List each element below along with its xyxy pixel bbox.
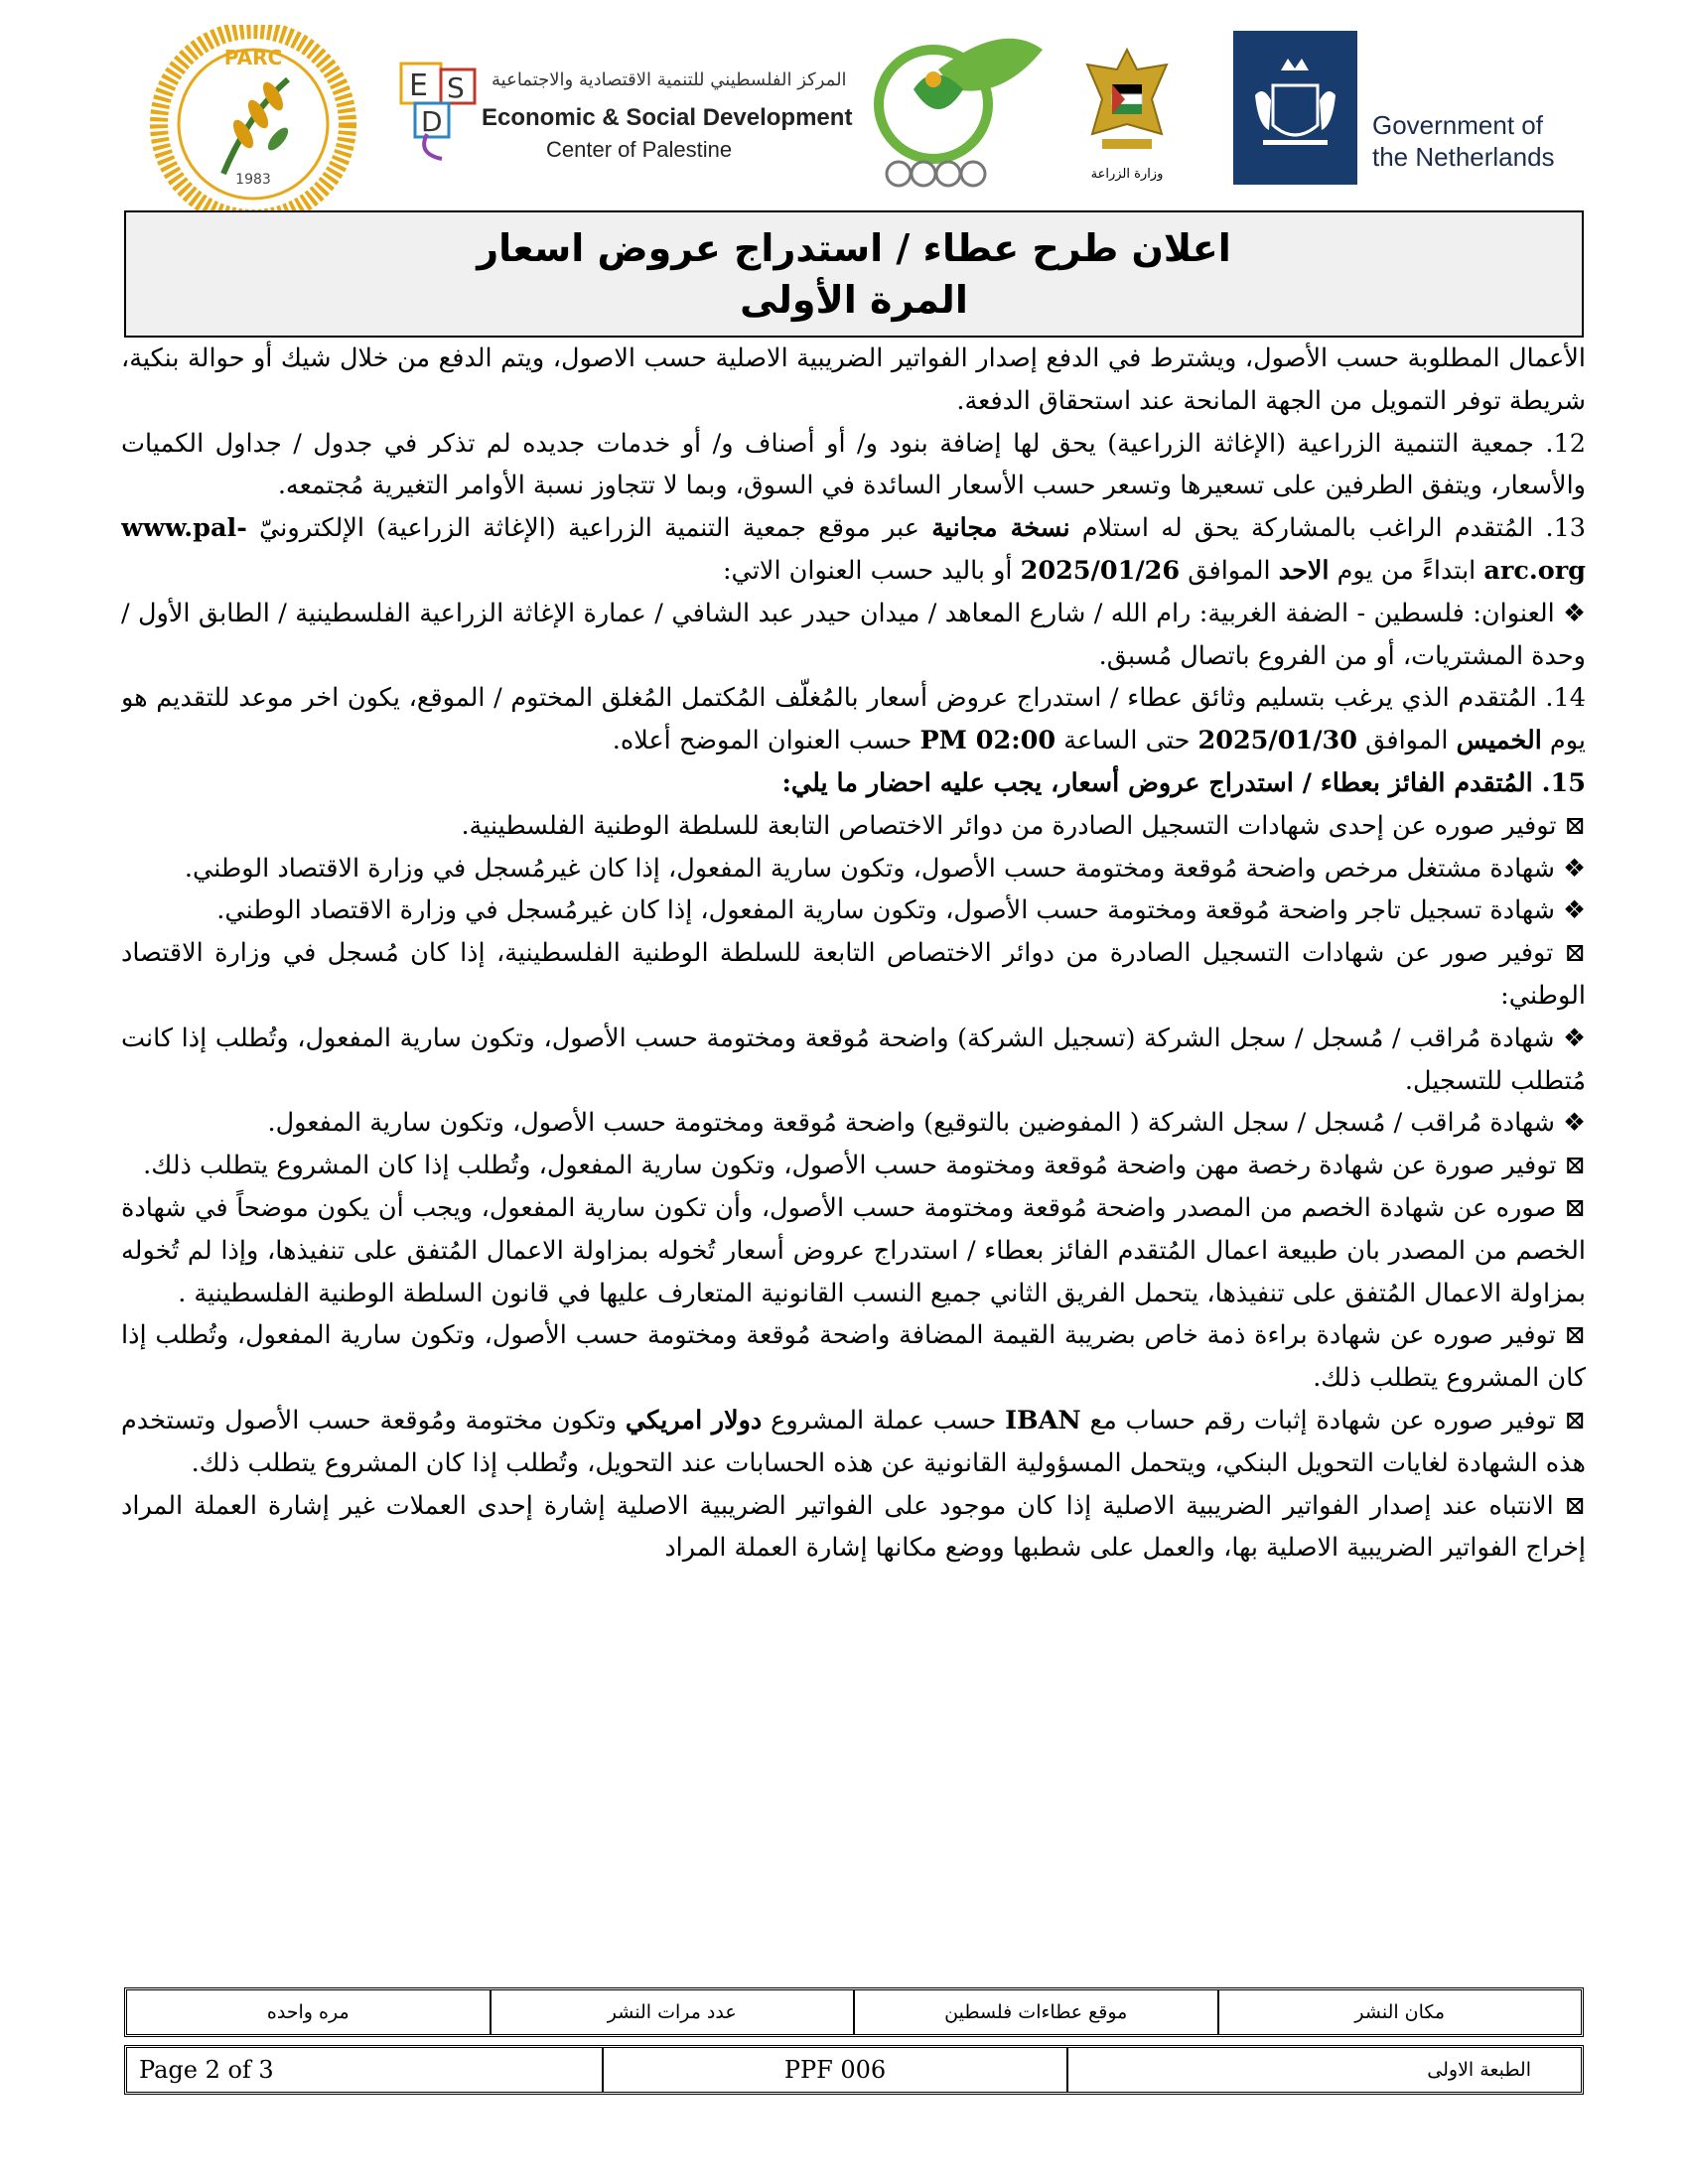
page-title: اعلان طرح عطاء / استدراج عروض اسعار xyxy=(477,226,1231,270)
parc-year: 1983 xyxy=(235,172,271,188)
netherlands-name-line1: Government of xyxy=(1372,110,1543,140)
svg-text:E: E xyxy=(409,68,428,103)
clause-15: 15. المُتقدم الفائز بعطاء / استدراج عروض أسعار، يجب عليه احضار ما يلي: xyxy=(781,767,1586,798)
start-day: الاحد xyxy=(1278,555,1330,586)
esdc-letters-icon xyxy=(397,60,487,169)
esdc-english-subname: Center of Palestine xyxy=(546,137,733,162)
netherlands-government-logo xyxy=(1233,31,1566,190)
publication-place-label: مكان النشر xyxy=(1217,1990,1582,2034)
parc-logo xyxy=(149,25,357,233)
requirement-subitem: ❖ شهادة مُراقب / مُسجل / سجل الشركة ( المفوضين بالتوقيع) واضحة مُوقعة ومختومة حسب الأصول، وتكون سارية المفعول. xyxy=(267,1108,1586,1139)
clause-12: 12. جمعية التنمية الزراعية (الإغاثة الزراعية) يحق لها إضافة بنود و/ أو أصناف و/ أو خدمات جديده لم تذكر في جدول / جداول الكميات والأسعار، ويتفق الطرفين على تسعيرها وتسعر حسب الأسعار السائدة في السوق، وبما لا تتجاوز نسبة الأوامر التغيرية مُجتمعه. xyxy=(121,428,1586,501)
deadline-time: 02:00 PM xyxy=(919,726,1056,756)
free-copy-text: نسخة مجانية xyxy=(931,513,1070,544)
esdc-english-name: Economic & Social Development xyxy=(482,104,853,131)
requirement-item: ⊠ توفير صور عن شهادات التسجيل الصادرة من دوائر الاختصاص التابعة للسلطة الوطنية الفلسطينية، إذا كان مُسجل في وزارة الاقتصاد الوطني: xyxy=(121,938,1586,1011)
publication-count-label: عدد مرات النشر xyxy=(490,1990,854,2034)
document-footer-table xyxy=(124,2045,1584,2095)
requirement-item: ⊠ توفير صوره عن شهادة إثبات رقم حساب مع IBAN حسب عملة المشروع دولار امريكي وتكون مختومة ومُوقعة حسب الأصول وتستخدم هذه الشهادة لغايات التحويل البنكي، ويتحمل المسؤولية القانونية عن هذه الحسابات عند التحويل، وتُطلب إذا كان المشروع يتطلب ذلك. xyxy=(121,1405,1586,1478)
project-currency: دولار امريكي xyxy=(625,1405,763,1435)
requirement-item: ⊠ صوره عن شهادة الخصم من المصدر واضحة مُوقعة ومختومة حسب الأصول، وأن تكون سارية المفعول، ويجب أن يكون موضحاً في شهادة الخصم من المصدر بان طبيعة اعمال المُتقدم الفائز بعطاء / استدراج عروض أسعار تُخوله بمزاولة الاعمال المُتفق على تنفيذها، وإذا لم تُخوله بمزاولة الاعمال المُتفق على تنفيذها، يتحمل الفريق الثاني جميع النسب القانونية المتعارف عليها في قانون السلطة الوطنية الفلسطينية . xyxy=(121,1192,1586,1308)
document-body xyxy=(121,338,1586,1916)
publication-info-table xyxy=(124,1987,1584,2037)
requirement-item: ⊠ توفير صوره عن إحدى شهادات التسجيل الصادرة من دوائر الاختصاص التابعة للسلطة الوطنية الفلسطينية. xyxy=(461,810,1586,841)
announcement-title-box xyxy=(124,210,1584,338)
clause-14: 14. المُتقدم الذي يرغب بتسليم وثائق عطاء / استدراج عروض أسعار بالمُغلّف المُكتمل المُغلق المختوم / الموقع، يكون اخر موعد للتقديم هو يوم الخميس الموافق 2025/01/30 حتى الساعة 02:00 PM حسب العنوان الموضح أعلاه. xyxy=(121,683,1586,756)
svg-text:D: D xyxy=(421,105,443,138)
eagle-emblem-icon xyxy=(1067,40,1187,164)
requirement-item: ⊠ توفير صورة عن شهادة رخصة مهن واضحة مُوقعة ومختومة حسب الأصول، وتكون سارية المفعول، وتُطلب إذا كان المشروع يتطلب ذلك. xyxy=(143,1151,1586,1181)
deadline-date: 2025/01/30 xyxy=(1197,726,1358,756)
esdc-logo xyxy=(397,60,853,169)
clause-13: 13. المُتقدم الراغب بالمشاركة يحق له استلام نسخة مجانية عبر موقع جمعية التنمية الزراعية (الإغاثة الزراعية) الإلكترونيّ www.pal-arc.org ابتداءً من يوم الاحد الموافق 2025/01/26 أو باليد حسب العنوان الاتي: xyxy=(121,513,1586,586)
requirement-subitem: ❖ شهادة مشتغل مرخص واضحة مُوقعة ومختومة حسب الأصول، وتكون سارية المفعول، إذا كان غيرمُسجل في وزارة الاقتصاد الوطني. xyxy=(184,853,1586,884)
iban-label: IBAN xyxy=(1005,1405,1081,1435)
website-link[interactable]: www.pal-arc.org xyxy=(121,513,1586,586)
address-item: ❖ العنوان: فلسطين - الضفة الغربية: رام الله / شارع المعاهد / ميدان حيدر عبد الشافي / عمارة الإغاثة الزراعية الفلسطينية / الطابق الأول / وحدة المشتريات، أو من الفروع باتصال مُسبق. xyxy=(121,598,1586,671)
requirement-item: ⊠ الانتباه عند إصدار الفواتير الضريبية الاصلية إذا كان موجود على الفواتير الضريبية الاصلية إشارة إحدى العملات غير إشارة العملة المراد إخراج الفواتير الضريبية الاصلية بها، والعمل على شطبها ووضع مكانها إشارة العملة المراد xyxy=(121,1490,1586,1564)
publication-place-value: موقع عطاءات فلسطين xyxy=(853,1990,1217,2034)
green-leaf-logo xyxy=(854,30,1053,189)
edition-label: الطبعة الاولى xyxy=(1066,2048,1581,2092)
requirement-subitem: ❖ شهادة مُراقب / مُسجل / سجل الشركة (تسجيل الشركة) واضحة مُوقعة ومختومة حسب الأصول، وتكون سارية المفعول، وتُطلب إذا كانت مُتطلب للتسجيل. xyxy=(121,1023,1586,1096)
ministry-of-agriculture-logo xyxy=(1067,40,1187,194)
netherlands-name-line2: the Netherlands xyxy=(1372,142,1555,172)
publication-count-value: مره واحده xyxy=(266,2001,350,2023)
document-code: PPF 006 xyxy=(602,2048,1066,2092)
netherlands-crest-icon xyxy=(1233,31,1357,185)
requirement-item: ⊠ توفير صوره عن شهادة براءة ذمة خاص بضريبة القيمة المضافة واضحة مُوقعة ومختومة حسب الأصول، وتكون سارية المفعول، وتُطلب إذا كان المشروع يتطلب ذلك. xyxy=(121,1320,1586,1394)
parc-name: PARC xyxy=(223,46,283,69)
ministry-caption: وزارة الزراعة xyxy=(1090,167,1164,182)
requirement-subitem: ❖ شهادة تسجيل تاجر واضحة مُوقعة ومختومة حسب الأصول، وتكون سارية المفعول، إذا كان غيرمُسجل في وزارة الاقتصاد الوطني. xyxy=(216,895,1586,926)
payment-terms-paragraph: الأعمال المطلوبة حسب الأصول، ويشترط في الدفع إصدار الفواتير الضريبية الاصلية حسب الاصول، ويتم الدفع من خلال شيك أو حوالة بنكية، شريطة توفر التمويل من الجهة المانحة عند استحقاق الدفعة. xyxy=(121,343,1586,416)
logo-bar xyxy=(139,25,1559,194)
esdc-arabic-name: المركز الفلسطيني للتنمية الاقتصادية والاجتماعية xyxy=(492,69,847,90)
page-number: Page 2 of 3 xyxy=(139,2056,274,2084)
start-date: 2025/01/26 xyxy=(1020,555,1181,586)
page-subtitle: المرة الأولى xyxy=(740,278,968,322)
deadline-day: الخميس xyxy=(1456,726,1542,756)
svg-text:S: S xyxy=(447,71,465,104)
